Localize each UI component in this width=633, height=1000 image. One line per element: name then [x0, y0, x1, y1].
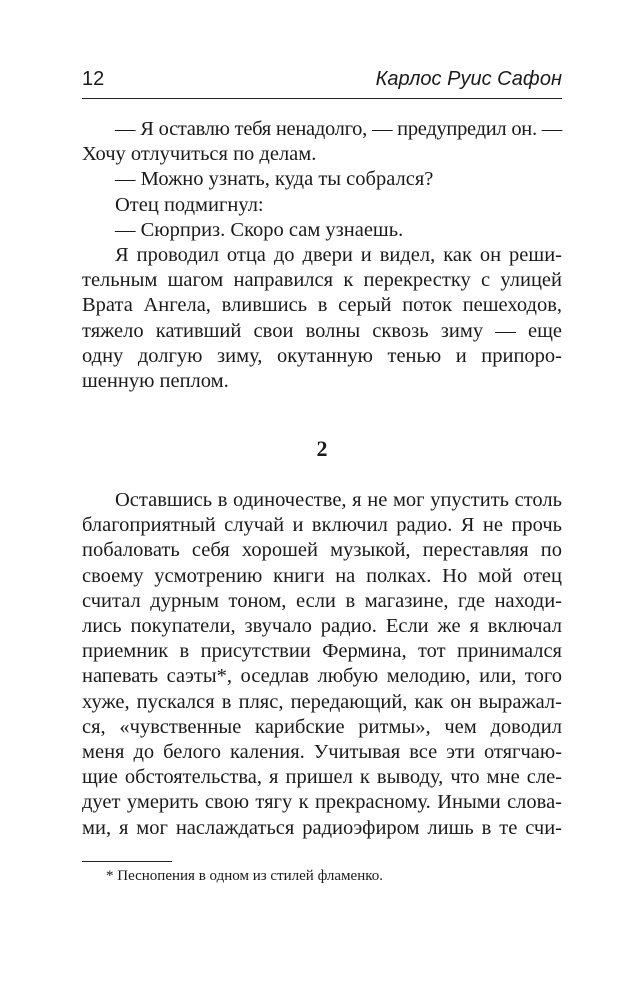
- running-title: Карлос Руис Сафон: [375, 68, 562, 90]
- page-header: [82, 64, 562, 98]
- text-line: напевать саэты*, оседлав любую мелодию, или, того: [82, 665, 562, 688]
- footnote-rule: [82, 861, 172, 862]
- text-line: побаловать себя хорошей музыкой, переставляя по: [82, 539, 562, 562]
- text-line: приемник в присутствии Фермина, тот принимался: [82, 640, 562, 663]
- text-line: своему усмотрению книги на полках. Но мой отец: [82, 564, 562, 587]
- text-line: Оставшись в одиночестве, я не мог упустить столь: [115, 489, 562, 511]
- text-line: считал дурным тоном, если в магазине, где находи-: [82, 589, 562, 612]
- text-line: щие обстоятельства, я пришел к выводу, что мне сле-: [82, 766, 562, 789]
- text-line: благоприятный случай и включил радио. Я не прочь: [82, 514, 562, 537]
- text-line: лись покупатели, звучало радио. Если же я включал: [82, 615, 562, 638]
- text-line: меня до белого каления. Учитывая все эти отягчаю-: [82, 741, 562, 764]
- text-line: Отец подмигнул:: [115, 193, 264, 216]
- text-line: дует умерить свою тягу к прекрасному. Иными слова-: [82, 791, 562, 814]
- text-line: Врата Ангела, влившись в серый поток пешеходов,: [82, 294, 562, 317]
- text-line: одну долгую зиму, окутанную тенью и припоро-: [82, 344, 562, 367]
- text-line: — Я оставлю тебя ненадолго, — предупредил он. —: [115, 118, 562, 140]
- text-line: Я проводил отца до двери и видел, как он реши-: [115, 244, 562, 267]
- text-line: ся, «чувственные карибские ритмы», чем доводил: [82, 715, 562, 738]
- text-line: тяжело кативший свои волны сквозь зиму — еще: [82, 319, 562, 342]
- text-line: шенную пеплом.: [82, 370, 229, 393]
- section-2-text: [82, 488, 562, 841]
- text-line: хуже, пускался в пляс, передающий, как он выражал-: [82, 690, 562, 713]
- text-line: — Сюрприз. Скоро сам узнаешь.: [115, 218, 404, 241]
- header-rule: [82, 98, 562, 99]
- page-number: 12: [82, 68, 105, 90]
- chapter-number: 2: [316, 436, 328, 461]
- text-line: ми, я мог наслаждаться радиоэфиром лишь в те счи-: [82, 816, 562, 839]
- text-line: — Можно узнать, куда ты собрался?: [115, 168, 434, 191]
- text-line: Хочу отлучиться по делам.: [82, 143, 317, 166]
- footnote: * Песнопения в одном из стилей фламенко.: [106, 868, 384, 884]
- text-line: тельным шагом направился к перекрестку с улицей: [82, 269, 562, 292]
- section-1-text: [82, 117, 562, 394]
